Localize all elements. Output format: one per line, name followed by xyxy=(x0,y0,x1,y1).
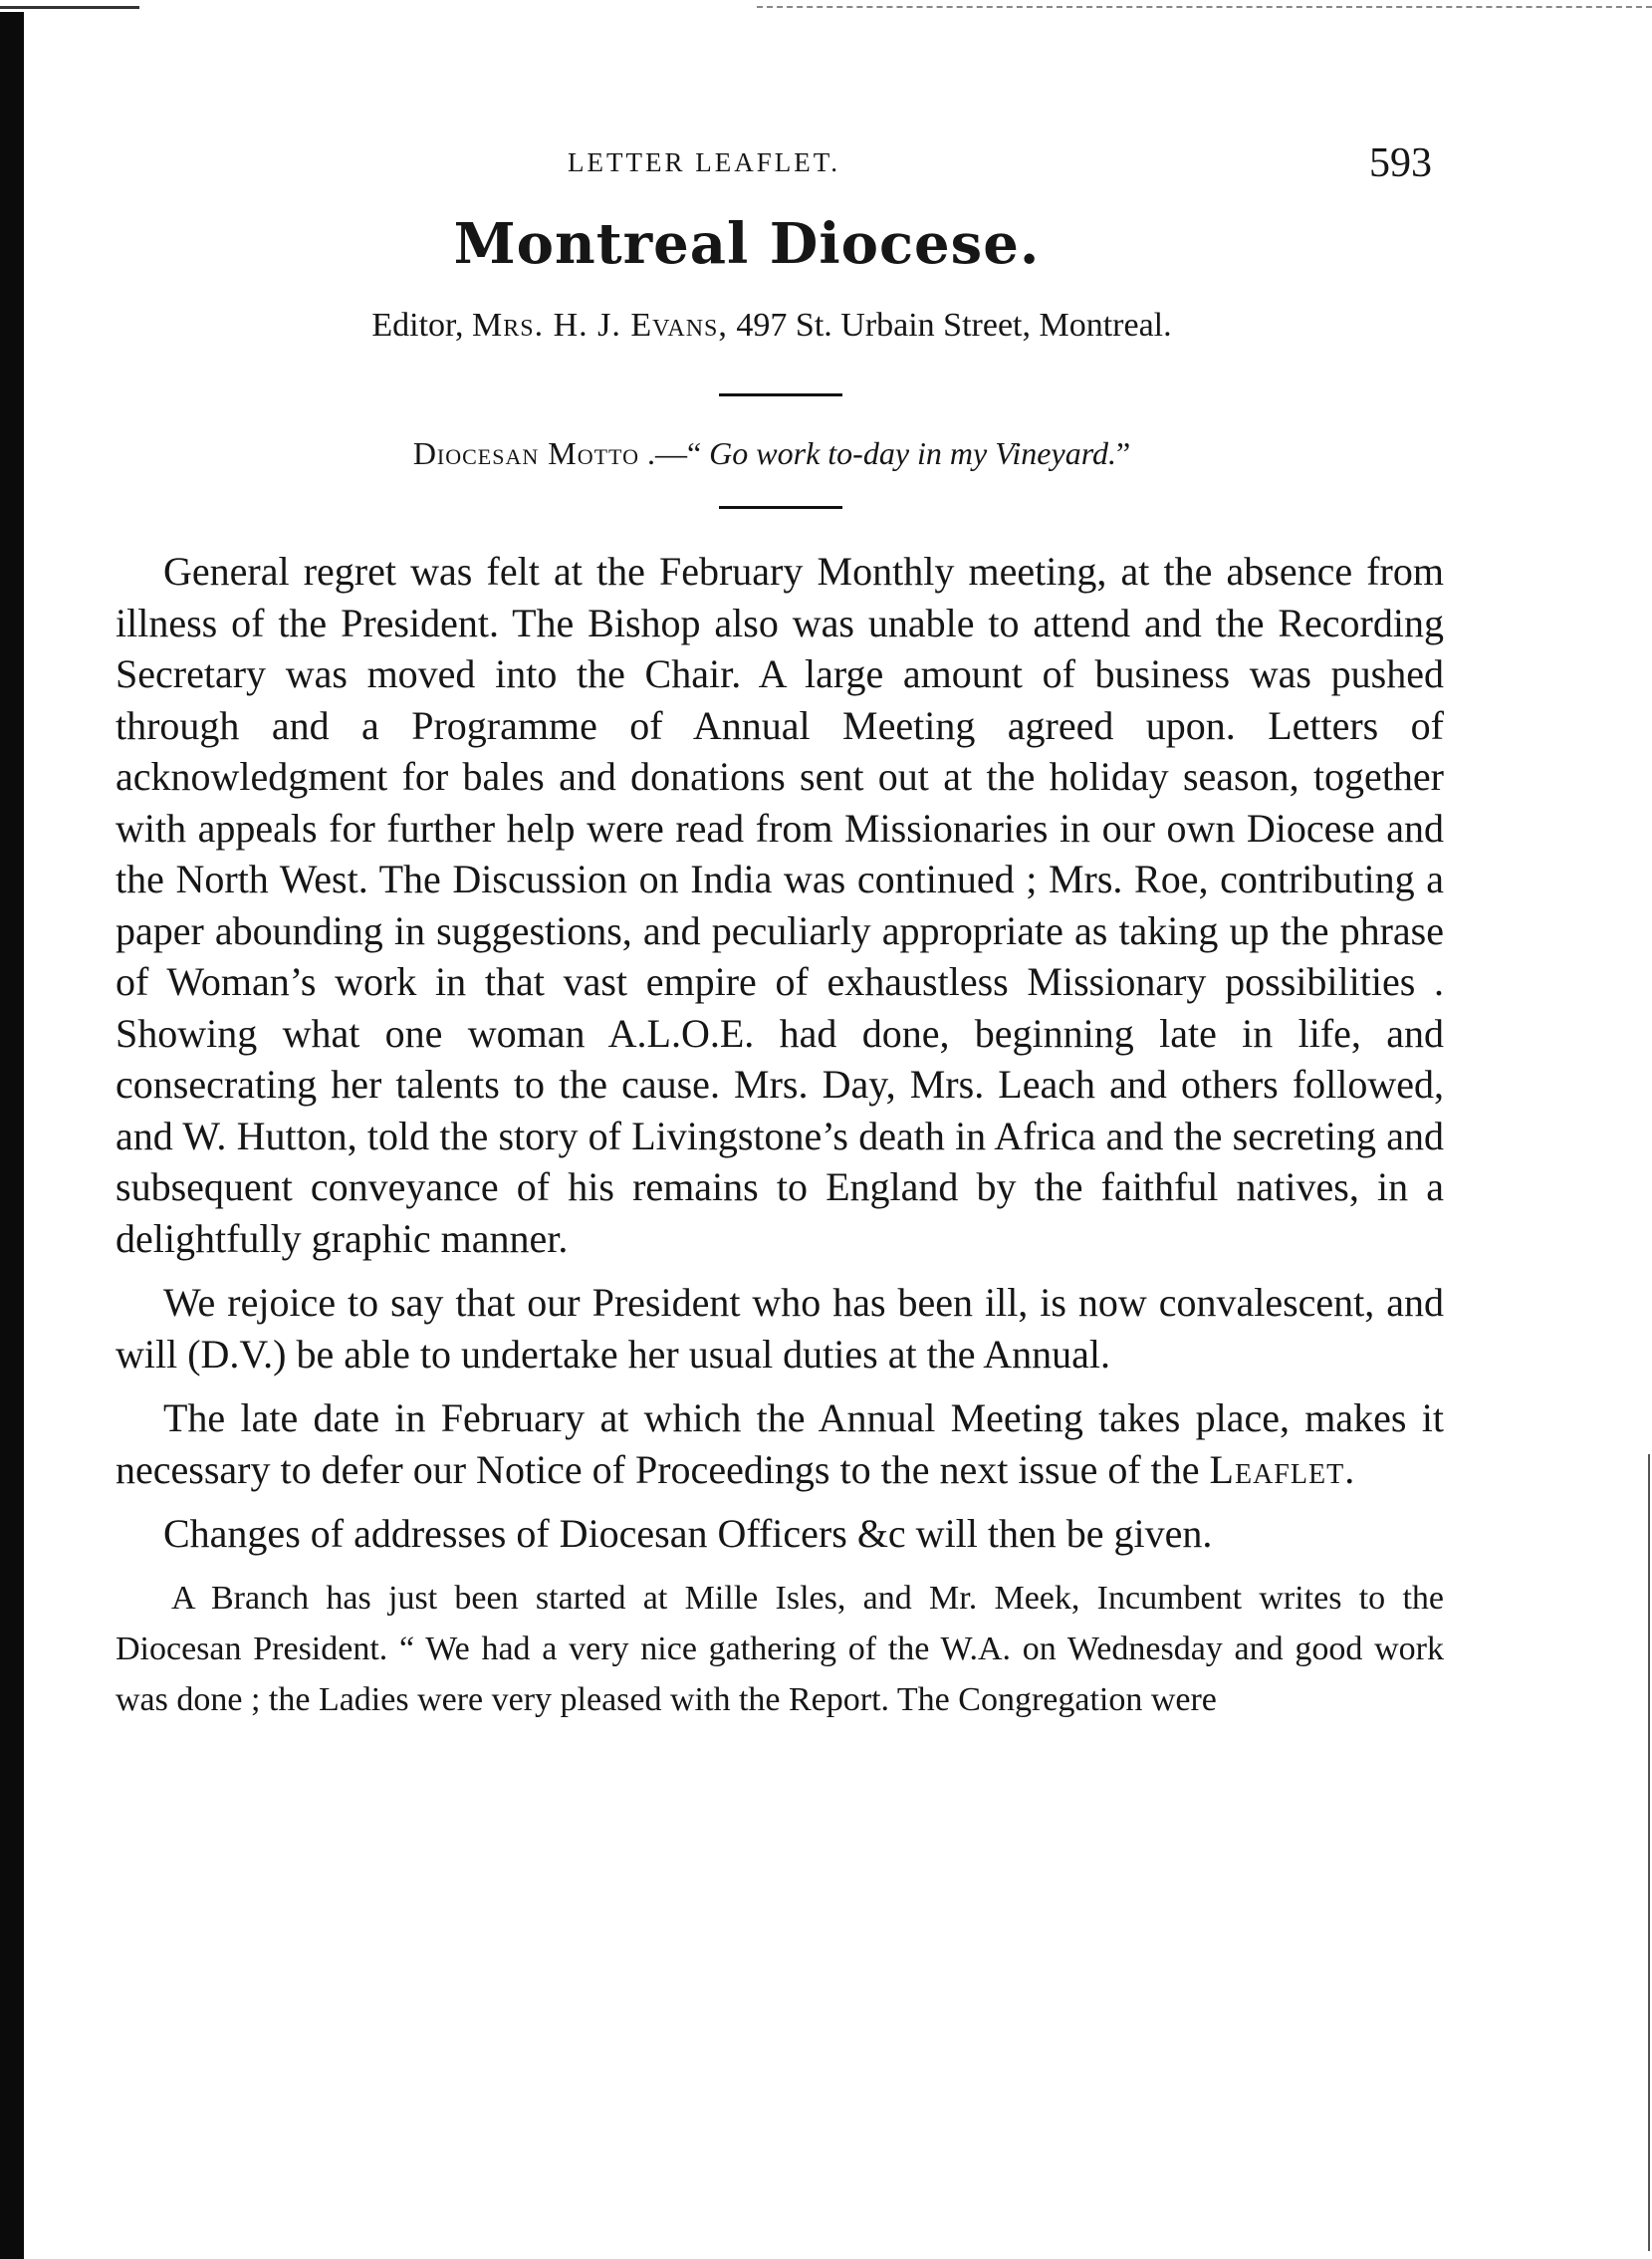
running-head xyxy=(0,140,1652,187)
running-title: LETTER LEAFLET. xyxy=(568,147,840,177)
top-scan-dash xyxy=(757,6,1652,8)
paragraph-mille-isles: A Branch has just been started at Mille Isles, and Mr. Meek, Incumbent writes to the Diocesan President. “ We had a very nice gathering of the W.A. on Wednesday and good work was done ; the Ladies were very pleased with the Report. The Congregation were xyxy=(116,1579,1444,1718)
binding-edge-shadow xyxy=(0,12,24,2259)
motto-label: Diocesan Motto xyxy=(412,435,639,471)
paragraph-address-changes: Changes of addresses of Diocesan Officers &c will then be given. xyxy=(163,1511,1213,1556)
top-scan-mark xyxy=(0,6,139,9)
paragraph-annual-notice xyxy=(116,1392,1444,1495)
notice-text: The late date in February at which the Annual Meeting takes place, makes it necessary to defer our Notice of Proceedings to the next issue of the xyxy=(116,1395,1444,1492)
article-body xyxy=(116,546,1444,1738)
page-number: 593 xyxy=(1369,140,1432,186)
right-scan-edge xyxy=(1648,1454,1650,2251)
section-title: Montreal Diocese. xyxy=(453,211,1041,277)
editor-line xyxy=(0,307,1543,345)
editor-address: 497 St. Urbain Street, Montreal. xyxy=(727,307,1172,344)
paragraph-president-recovery: We rejoice to say that our President who has been ill, is now convalescent, and will (D.V.) be able to undertake her usual duties at the Annual. xyxy=(116,1280,1444,1377)
divider-rule xyxy=(719,506,842,509)
diocesan-motto xyxy=(0,435,1543,472)
motto-separator: .—“ xyxy=(638,435,710,471)
leaflet-word: Leaflet. xyxy=(1209,1446,1356,1492)
divider-rule xyxy=(719,393,842,396)
motto-text: Go work to-day in my Vineyard. xyxy=(709,435,1116,471)
editor-name: Mrs. H. J. Evans, xyxy=(472,307,728,344)
editor-prefix: Editor, xyxy=(371,307,473,344)
motto-close: ” xyxy=(1115,435,1131,471)
paragraph-monthly-meeting: General regret was felt at the February Monthly meeting, at the absence from illness of the President. The Bishop also was unable to attend and the Recording Secretary was moved into the Chair. A large amount of business was pushed through and a Programme of Annual Meeting agreed upon. Letters of acknowledgment for bales and donations sent out at the holiday season, together with appeals for further help were read from Missionaries in our own Diocese and the North West. The Discussion on India was continued ; Mrs. Roe, contributing a paper abounding in suggestions, and peculiarly appropriate as taking up the phrase of Woman’s work in that vast empire of exhaustless Missionary possibilities . Showing what one woman A.L.O.E. had done, beginning late in life, and consecrating her talents to the cause. Mrs. Day, Mrs. Leach and others followed, and W. Hutton, told the story of Livingstone’s death in Africa and the secreting and subsequent conveyance of his remains to England by the faithful natives, in a delightfully graphic manner. xyxy=(116,549,1444,1261)
